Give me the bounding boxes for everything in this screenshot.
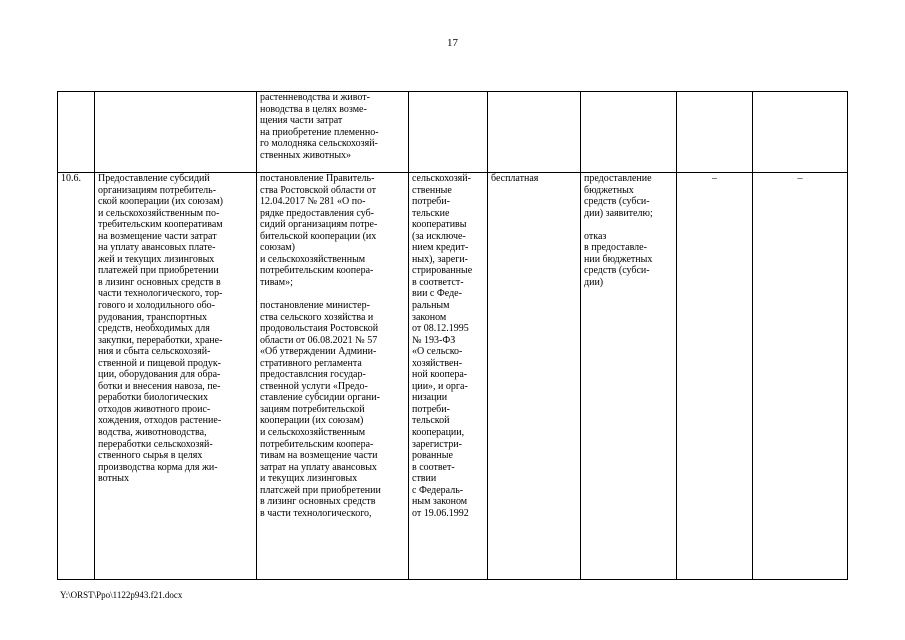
- cell-col8: [753, 92, 848, 173]
- cell-legal-basis: растенневодства и живот- новодства в целях возме- щения части затрат на приобретение племенно- го молодняка сельскохозяй- ственных животных»: [257, 92, 409, 173]
- table-row: [58, 173, 848, 580]
- cell-payment: [488, 92, 581, 173]
- page-number: 17: [447, 37, 458, 49]
- cell-legal-basis: постановление Правитель- ства Ростовской области от 12.04.2017 № 281 «О по- рядке предоставления суб- сидий организациям потре- бительской кооперации (их союзам) и сельскохозяйственным потребительским коопера- тивам»; постановление министер- ства сельского хозяйства и продовольстаия Ростовской области от 06.08.2021 № 57 «Об утверждении Админи- стративного регламента предоставлсния государ- ственной услуги «Предо- ставление субсидии органи- зациям потребительской кооперации (их союзам) и сельскохозяйственным потребительским коопера- тивам на возмещение части затрат на уплату авансовых и текущих лизинговых платсжей при приобретении в лизинг основных средств в части технологического,: [257, 173, 409, 580]
- cell-service-name: [95, 92, 257, 173]
- cell-col8: –: [753, 173, 848, 580]
- file-path-footer: Y:\ORST\Ppo\1122p943.f21.docx: [60, 590, 183, 600]
- cell-service-name: Предоставление субсидий организациям потребитель- ской кооперации (их союзам) и сельскохозяйственным по- требительским кооперативам на возмещение части затрат на уплату авансовых плате- жей и текущих лизинговых платежей при приобретении в лизинг основных средств в части технологического, тор- гового и холодильного обо- рудования, транспортных средств, необходимых для закупки, переработки, хране- ния и сбыта сельскохозяй- ственной и пищевой продук- ции, оборудования для обра- ботки и внесения навоза, пе- реработки биологических отходов животного проис- хождения, отходов растение- водства, животноводства, переработки сельскохозяй- ственного сырья в целях производства корма для жи- вотных: [95, 173, 257, 580]
- table-row: [58, 92, 848, 173]
- cell-result: предоставление бюджетных средств (субси- дии) заявителю; отказ в предоставле- нии бюджетных средств (субси- дии): [581, 173, 677, 580]
- services-table: [57, 91, 848, 580]
- cell-result: [581, 92, 677, 173]
- cell-col7: [677, 92, 753, 173]
- cell-number: [58, 92, 95, 173]
- cell-payment: бесплатная: [488, 173, 581, 580]
- cell-col7: –: [677, 173, 753, 580]
- cell-number: 10.6.: [58, 173, 95, 580]
- cell-recipients: [409, 92, 488, 173]
- cell-recipients: сельскохозяй- ственные потреби- тельские кооперативы (за исключе- нием кредит- ных), зареги- стрированные в соответст- вии с Феде- ральным законом от 08.12.1995 № 193-ФЗ «О сельско- хозяйствен- ной коопера- ции», и орга- низации потреби- тельской кооперации, зарегистри- рованные в соответ- ствии с Федераль- ным законом от 19.06.1992: [409, 173, 488, 580]
